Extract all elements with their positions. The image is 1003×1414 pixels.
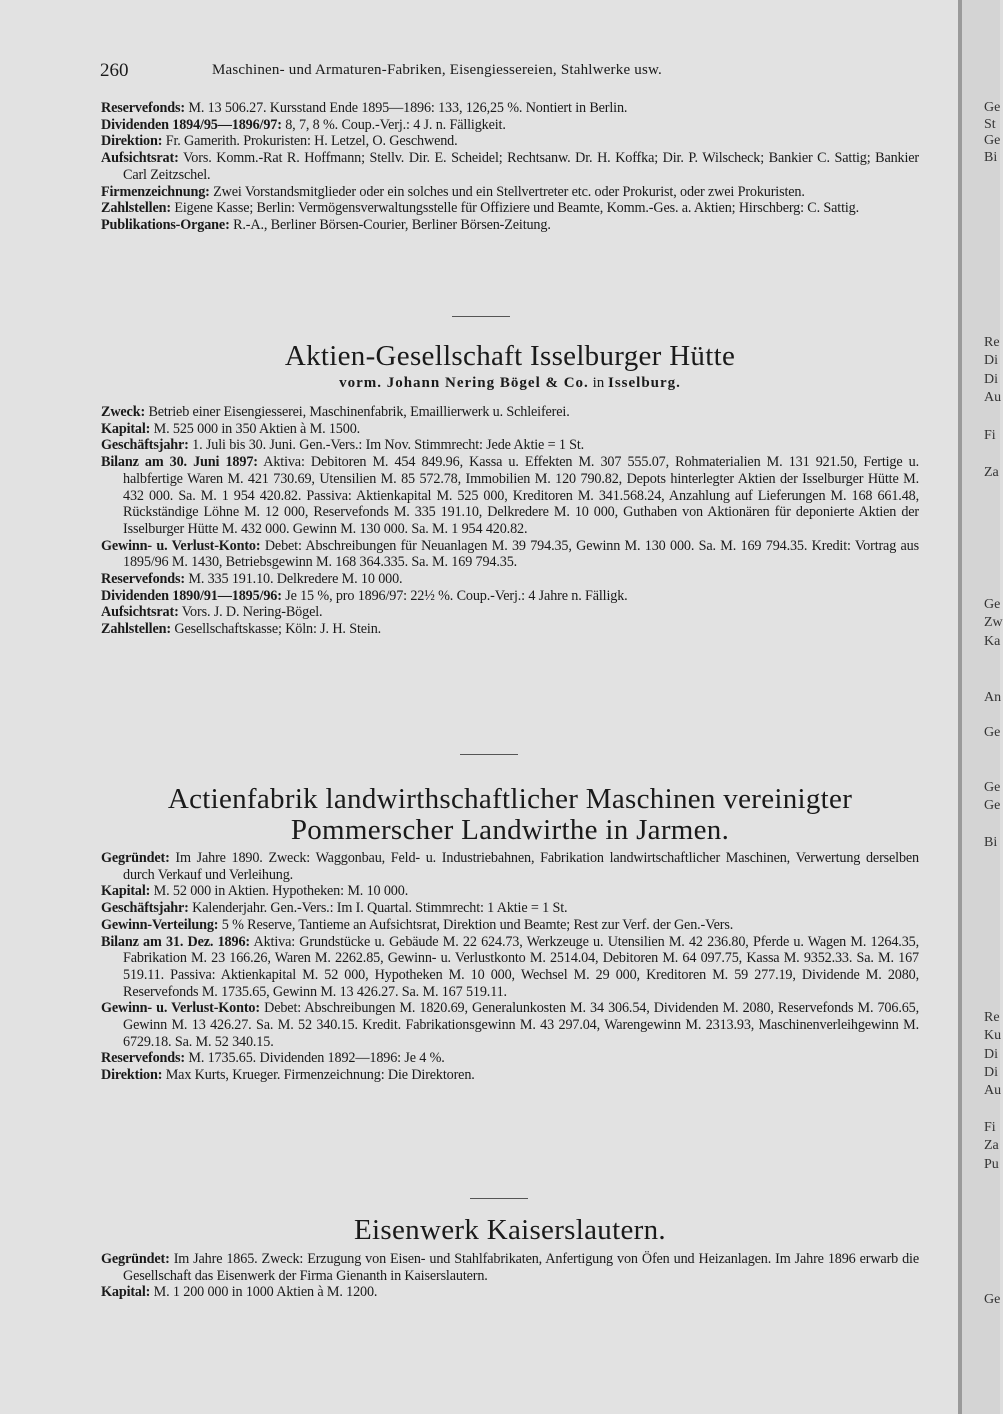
entry — [101, 900, 919, 917]
entry-label: Gewinn- u. Verlust-Konto: — [101, 1000, 260, 1017]
entry-label: Zweck: — [101, 404, 146, 420]
margin-fragment: Zw — [984, 615, 1003, 630]
divider — [460, 754, 518, 755]
entry-label: Zahlstellen: — [101, 200, 171, 217]
margin-fragment: Bi — [984, 835, 998, 850]
entry — [101, 850, 919, 883]
entry-label: Dividenden 1890/91—1895/96: — [101, 587, 282, 604]
entry — [101, 217, 919, 234]
entry-label: Kapital: — [101, 1284, 151, 1301]
entry-label: Kapital: — [101, 420, 151, 437]
entry-text: M. 525 000 in 350 Aktien à M. 1500. — [153, 420, 361, 437]
margin-fragment: Pu — [984, 1157, 999, 1172]
entry-text: R.-A., Berliner Börsen-Courier, Berliner Börsen-Zeitung. — [233, 216, 551, 233]
entry-label: Gewinn-Verteilung: — [101, 916, 219, 933]
entry-text: M. 13 506.27. Kursstand Ende 1895—1896: 133, 126,25 %. Nontiert in Berlin. — [188, 100, 628, 116]
margin-fragment: Ku — [984, 1028, 1002, 1043]
entry — [101, 1050, 919, 1067]
entry — [101, 1251, 919, 1284]
company-title: Aktien-Gesellschaft Isselburger Hütte — [284, 340, 736, 372]
entry — [101, 917, 919, 934]
margin-fragment: Di — [984, 372, 998, 387]
continuation-section — [101, 100, 919, 234]
subtitle-in: in — [592, 375, 605, 391]
entry-label: Direktion: — [101, 1067, 163, 1084]
margin-fragment: Bi — [984, 150, 998, 165]
entry — [101, 404, 919, 421]
company1-section — [101, 404, 919, 638]
margin-fragment: St — [984, 117, 996, 132]
entry-label: Bilanz am 31. Dez. 1896: — [101, 933, 250, 950]
entry-text: 8, 7, 8 %. Coup.-Verj.: 4 J. n. Fälligkeit. — [285, 116, 506, 133]
entry — [101, 133, 919, 150]
margin-fragment: Ge — [984, 725, 1001, 740]
margin-fragment: Au — [984, 1083, 1002, 1098]
divider — [470, 1198, 528, 1199]
entry — [101, 604, 919, 621]
margin-fragment: Ge — [984, 597, 1001, 612]
margin-fragment: Di — [984, 1065, 998, 1080]
entry-label: Aufsichtsrat: — [101, 150, 179, 167]
entry-text: Debet: Abschreibungen M. 1820.69, Generalunkosten M. 34 306.54, Dividenden M. 2080, Reservefonds M. 706.65, Gewinn M. 13 426.27. Sa. M. 52 340.15. Kredit. Fabrikationsgewinn M. 43 297.04, Warengewinn M. 2313.93, Maschinenverleihgewinn M. 6729.18. Sa. M. 52 340.15. — [123, 1000, 919, 1050]
running-header: Maschinen- und Armaturen-Fabriken, Eisengiessereien, Stahlwerke usw. — [212, 62, 663, 78]
company-title: Eisenwerk Kaiserslautern. — [354, 1214, 666, 1246]
entry-text: Max Kurts, Krueger. Firmenzeichnung: Die Direktoren. — [165, 1067, 475, 1084]
margin-fragment: Ka — [984, 634, 1001, 649]
margin-fragment: Au — [984, 390, 1002, 405]
entry-label: Bilanz am 30. Juni 1897: — [101, 454, 258, 471]
entry-text: Debet: Abschreibungen für Neuanlagen M. 39 794.35, Gewinn M. 130 000. Sa. M. 169 794.35. Kredit: Vortrag aus 1895/96 M. 1430, Betriebsgewinn M. 168 364.335. Sa. M. 169 794.35. — [123, 537, 919, 571]
subtitle-place: Isselburg. — [607, 375, 681, 391]
entry — [101, 1284, 919, 1301]
margin-fragment: Ge — [984, 133, 1001, 148]
company3-section — [101, 1251, 919, 1301]
margin-fragment: Ge — [984, 798, 1001, 813]
entry-text: M. 1735.65. Dividenden 1892—1896: Je 4 %. — [188, 1050, 445, 1067]
entry — [101, 1000, 919, 1050]
entry-label: Aufsichtsrat: — [101, 604, 179, 621]
entry — [101, 421, 919, 438]
adjacent-page — [962, 0, 1000, 1414]
entry-label: Kapital: — [101, 883, 151, 900]
margin-fragment: Di — [984, 1047, 998, 1062]
entry — [101, 588, 919, 605]
entry-text: Zwei Vorstandsmitglieder oder ein solches und ein Stellvertreter etc. oder Prokurist, oder zwei Prokuristen. — [213, 183, 805, 200]
entry — [101, 100, 919, 117]
entry-label: Geschäftsjahr: — [101, 437, 189, 454]
entry-text: Kalenderjahr. Gen.-Vers.: Im I. Quartal. Stimmrecht: 1 Aktie = 1 St. — [192, 900, 568, 917]
entry-text: Aktiva: Grundstücke u. Gebäude M. 22 624.73, Werkzeuge u. Utensilien M. 42 236.80, Pferde u. Wagen M. 1264.35, Fabrikation M. 23 166.26, Waren M. 2262.85, Gewinn- u. Verlustkonto M. 2514.04, Debitoren M. 64 097.75, Kassa M. 9352.33. Sa. M. 167 519.11. Passiva: Aktienkapital M. 52 000, Hypotheken M. 10 000, Wechsel M. 29 000, Kreditoren M. 59 277.19, Dividende M. 2080, Reservefonds M. 1735.65, Gewinn M. 13 426.27. Sa. M. 167 519.11. — [123, 933, 919, 1000]
entry-text: Fr. Gamerith. Prokuristen: H. Letzel, O. Geschwend. — [165, 133, 458, 150]
entry-text: Gesellschaftskasse; Köln: J. H. Stein. — [174, 621, 382, 638]
entry-label: Geschäftsjahr: — [101, 900, 189, 917]
entry-label: Reservefonds: — [101, 100, 185, 116]
entry-label: Gewinn- u. Verlust-Konto: — [101, 537, 261, 554]
margin-fragment: Ge — [984, 1292, 1001, 1307]
entry-text: 5 % Reserve, Tantieme an Aufsichtsrat, Direktion und Beamte; Rest zur Verf. der Gen.-Vers. — [221, 916, 734, 933]
entry — [101, 117, 919, 134]
entry-text: M. 1 200 000 in 1000 Aktien à M. 1200. — [153, 1284, 378, 1301]
margin-fragment: Za — [984, 465, 999, 480]
entry-text: Eigene Kasse; Berlin: Vermögensverwaltungsstelle für Offiziere und Beamte, Komm.-Ges. a. Aktien; Hirschberg: C. Sattig. — [174, 200, 860, 217]
page-number: 260 — [100, 60, 129, 81]
margin-fragment: Fi — [984, 1120, 996, 1135]
entry-text: Aktiva: Debitoren M. 454 849.96, Kassa u. Effekten M. 307 555.07, Rohmaterialien M. 131 921.50, Fertige u. halbfertige Waren M. 421 730.69, Utensilien M. 85 572.78, Immobilien M. 120 790.82, Depots hinterlegter Aktien der Isselburger Hütte M. 432 000. Sa. M. 1 954 420.82. Passiva: Aktienkapital M. 525 000, Kreditoren M. 341.568.24, Anzahlung auf Lieferungen M. 168 661.48, Rückständige Löhne M. 12 000, Reservefonds M. 335 191.10, Delkredere M. 10 000, Guthaben von Aktionären für deponierte Aktien der Isselburger Hütte M. 432 000. Gewinn M. 130 000. Sa. M. 1 954 420.82. — [123, 454, 920, 537]
entry — [101, 621, 919, 638]
entry-label: Zahlstellen: — [101, 621, 171, 638]
entry-text: 1. Juli bis 30. Juni. Gen.-Vers.: Im Nov. Stimmrecht: Jede Aktie = 1 St. — [192, 437, 585, 454]
entry-text: Vors. J. D. Nering-Bögel. — [181, 604, 323, 621]
entry-label: Firmenzeichnung: — [101, 183, 210, 200]
entry-label: Publikations-Organe: — [101, 216, 230, 233]
entry — [101, 437, 919, 454]
entry-label: Direktion: — [101, 133, 163, 150]
margin-fragment: Re — [984, 335, 1000, 350]
margin-fragment: Ge — [984, 780, 1001, 795]
entry — [101, 883, 919, 900]
margin-fragment: Di — [984, 353, 998, 368]
entry-label: Reservefonds: — [101, 571, 185, 588]
subtitle-former-name: vorm. Johann Nering Bögel & Co. — [339, 375, 589, 391]
company-title-line1: Actienfabrik landwirthschaftlicher Maschinen vereinigter — [167, 783, 853, 815]
entry-label: Reservefonds: — [101, 1050, 185, 1067]
margin-fragment: Ge — [984, 100, 1001, 115]
margin-fragment: An — [984, 690, 1002, 705]
margin-fragment: Fi — [984, 428, 996, 443]
entry — [101, 934, 919, 1001]
entry — [101, 150, 919, 183]
entry-text: Betrieb einer Eisengiesserei, Maschinenfabrik, Emaillierwerk u. Schleiferei. — [148, 404, 570, 420]
entry-label: Gegründet: — [101, 850, 170, 866]
divider — [452, 316, 510, 317]
margin-fragment: Za — [984, 1138, 999, 1153]
entry — [101, 571, 919, 588]
entry-text: Vors. Komm.-Rat R. Hoffmann; Stellv. Dir. E. Scheidel; Rechtsanw. Dr. H. Koffka; Dir. P. Wilscheck; Bankier C. Sattig; Bankier Carl Zeitzschel. — [123, 150, 920, 183]
company2-section — [101, 850, 919, 1084]
entry-text: M. 52 000 in Aktien. Hypotheken: M. 10 000. — [153, 883, 409, 900]
margin-fragment: Re — [984, 1010, 1000, 1025]
entry — [101, 184, 919, 201]
entry — [101, 1067, 919, 1084]
entry — [101, 538, 919, 571]
entry — [101, 454, 919, 538]
entry-text: Im Jahre 1890. Zweck: Waggonbau, Feld- u. Industriebahnen, Fabrikation landwirtschaftlicher Maschinen, Verwertung derselben durch Verkauf und Verleihung. — [123, 850, 919, 883]
entry-text: Im Jahre 1865. Zweck: Erzugung von Eisen- und Stahlfabrikaten, Anfertigung von Öfen und Heizanlagen. Im Jahre 1896 erwarb die Gesellschaft das Eisenwerk der Firma Gienanth in Kaiserslautern. — [123, 1251, 919, 1284]
entry-label: Dividenden 1894/95—1896/97: — [101, 116, 282, 133]
entry — [101, 200, 919, 217]
entry-text: M. 335 191.10. Delkredere M. 10 000. — [188, 571, 403, 588]
entry-label: Gegründet: — [101, 1251, 170, 1267]
company-subtitle — [100, 375, 920, 392]
entry-text: Je 15 %, pro 1896/97: 22½ %. Coup.-Verj.: 4 Jahre n. Fälligk. — [285, 587, 628, 604]
company-title-line2: Pommerscher Landwirthe in Jarmen. — [290, 814, 730, 846]
